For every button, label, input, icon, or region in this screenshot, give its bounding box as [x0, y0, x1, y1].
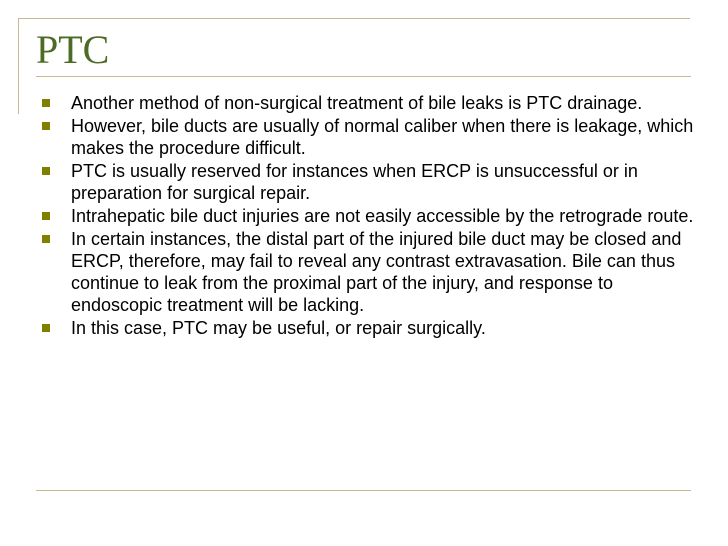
- title-underline-rule: [36, 76, 691, 77]
- bullet-text: Another method of non-surgical treatment of bile leaks is PTC drainage.: [71, 93, 643, 113]
- frame-left-rule: [18, 18, 19, 114]
- bullet-text: In certain instances, the distal part of the injured bile duct may be closed and ERCP, therefore, may fail to reveal any contrast extravasation. Bile can thus continue to leak from the proximal part of the injury, and response to endoscopic treatment will be lacking.: [71, 229, 682, 315]
- square-bullet-icon: [42, 324, 50, 332]
- bullet-item: [36, 317, 696, 339]
- square-bullet-icon: [42, 122, 50, 130]
- bullet-item: [36, 160, 696, 204]
- slide-title: PTC: [36, 27, 110, 72]
- bullet-item: [36, 205, 696, 227]
- bullet-list: [36, 92, 696, 340]
- square-bullet-icon: [42, 99, 50, 107]
- bullet-text: PTC is usually reserved for instances when ERCP is unsuccessful or in preparation for surgical repair.: [71, 161, 638, 203]
- bullet-item: [36, 115, 696, 159]
- footer-rule: [36, 490, 691, 491]
- square-bullet-icon: [42, 167, 50, 175]
- bullet-item: [36, 92, 696, 114]
- bullet-text: However, bile ducts are usually of normal caliber when there is leakage, which makes the procedure difficult.: [71, 116, 694, 158]
- square-bullet-icon: [42, 212, 50, 220]
- square-bullet-icon: [42, 235, 50, 243]
- frame-top-rule: [18, 18, 690, 19]
- bullet-item: [36, 228, 696, 316]
- bullet-text: In this case, PTC may be useful, or repair surgically.: [71, 318, 486, 338]
- bullet-text: Intrahepatic bile duct injuries are not easily accessible by the retrograde route.: [71, 206, 694, 226]
